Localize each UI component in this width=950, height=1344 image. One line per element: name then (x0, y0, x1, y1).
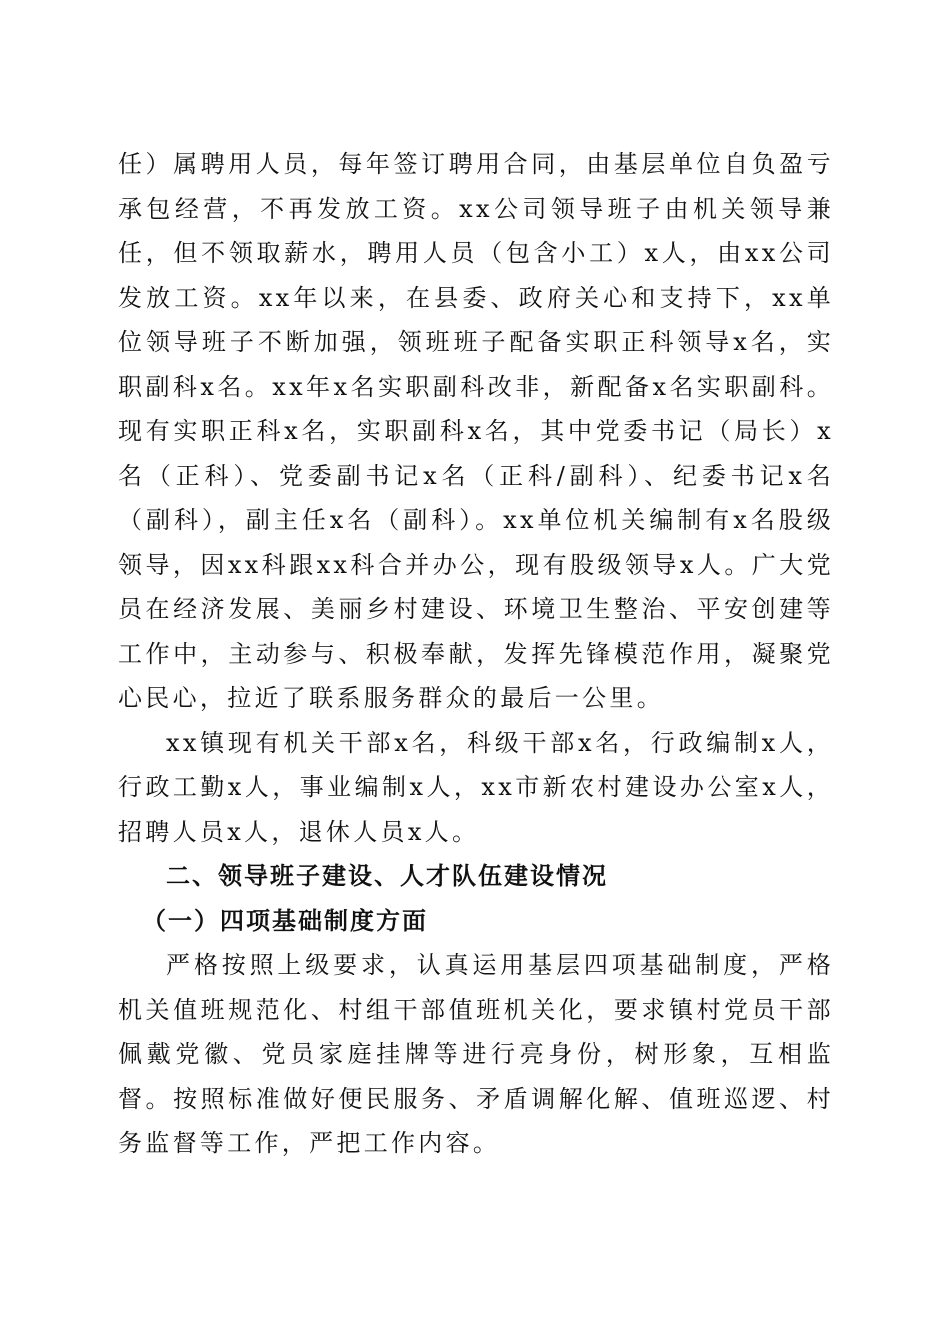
subsection-heading-1: （一）四项基础制度方面 (142, 905, 428, 935)
section-heading-2: 二、领导班子建设、人才队伍建设情况 (166, 862, 608, 890)
paragraph-continuation: 任）属聘用人员，每年签订聘用合同，由基层单位自负盈亏承包经营，不再发放工资。xx公司领导班子由机关领导兼任，但不领取薪水，聘用人员（包含小工）x人，由xx公司发放工资。xx年以来，在县委、政府关心和支持下，xx单位领导班子不断加强，领班班子配备实职正科领导x名，实职副科x名。xx年x名实职副科改非，新配备x名实职副科。现有实职正科x名，实职副科x名，其中党委书记（局长）x名（正科）、党委副书记x名（正科/副科）、纪委书记x名（副科），副主任x名（副科）。xx单位机关编制有x名股级领导，因xx科跟xx科合并办公，现有股级领导x人。广大党员在经济发展、美丽乡村建设、环境卫生整治、平安创建等工作中，主动参与、积极奉献，发挥先锋模范作用，凝聚党心民心，拉近了联系服务群众的最后一公里。 (118, 150, 834, 712)
document-body (118, 142, 834, 1166)
paragraph-basic-systems: 严格按照上级要求，认真运用基层四项基础制度，严格机关值班规范化、村组干部值班机关化，要求镇村党员干部佩戴党徽、党员家庭挂牌等进行亮身份，树形象，互相监督。按照标准做好便民服务、矛盾调解化解、值班巡逻、村务监督等工作，严把工作内容。 (118, 951, 834, 1157)
paragraph-town-staff: xx镇现有机关干部x名，科级干部x名，行政编制x人，行政工勤x人，事业编制x人，xx市新农村建设办公室x人，招聘人员x人，退休人员x人。 (118, 728, 834, 846)
